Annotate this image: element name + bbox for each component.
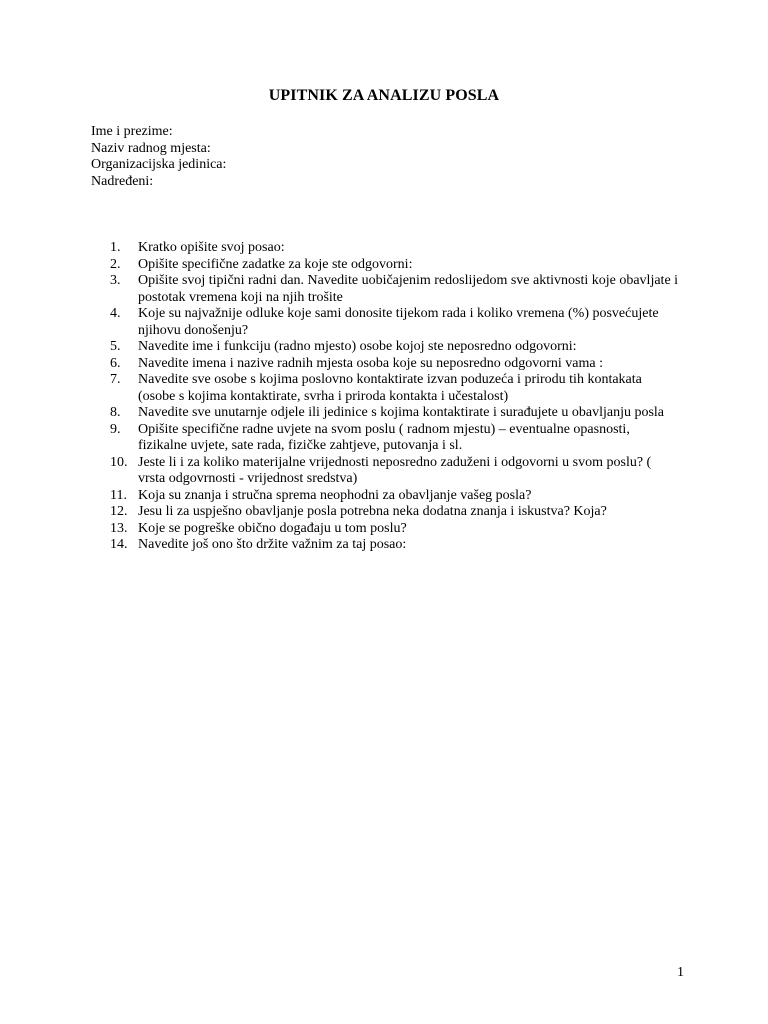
question-number: 5. bbox=[110, 339, 121, 354]
page-number: 1 bbox=[677, 965, 684, 980]
question-number: 8. bbox=[110, 405, 121, 420]
question-text: Navedite sve osobe s kojima poslovno kontaktirate izvan poduzeća i prirodu tih kontakata (osobe s kojima kontaktirate, svrha i priroda kontakta i učestalost) bbox=[138, 372, 642, 404]
question-text: Opišite specifične radne uvjete na svom poslu ( radnom mjestu) – eventualne opasnosti, fizikalne uvjete, sate rada, fizičke zahtjeve, putovanja i sl. bbox=[138, 421, 630, 453]
question-item bbox=[110, 257, 680, 274]
question-item bbox=[110, 240, 680, 257]
question-number: 13. bbox=[110, 520, 128, 536]
field-full-name: Ime i prezime: bbox=[91, 124, 173, 139]
header-fields bbox=[91, 124, 226, 190]
question-item bbox=[110, 372, 680, 405]
question-number: 11. bbox=[110, 487, 127, 503]
question-number: 7. bbox=[110, 372, 121, 387]
question-text: Jesu li za uspješno obavljanje posla potrebna neka dodatna znanja i iskustva? Koja? bbox=[138, 504, 607, 519]
question-number: 3. bbox=[110, 273, 121, 288]
question-item bbox=[110, 339, 680, 356]
question-item bbox=[110, 537, 680, 554]
question-number: 1. bbox=[110, 240, 121, 255]
question-text: Kratko opišite svoj posao: bbox=[138, 240, 285, 255]
question-item bbox=[110, 504, 680, 521]
question-number: 6. bbox=[110, 355, 121, 371]
question-item bbox=[110, 273, 680, 306]
document-title: UPITNIK ZA ANALIZU POSLA bbox=[268, 87, 500, 104]
question-text: Koje se pogreške obično događaju u tom poslu? bbox=[138, 520, 407, 536]
question-text: Navedite sve unutarnje odjele ili jedinice s kojima kontaktirate i surađujete u obavljanju posla bbox=[138, 405, 665, 420]
question-text: Jeste li i za koliko materijalne vrijednosti neposredno zaduženi i odgovorni u svom poslu? ( vrsta odgovrnosti - vrijednost sredstva) bbox=[138, 454, 652, 486]
field-supervisor: Nadređeni: bbox=[91, 173, 154, 189]
question-number: 2. bbox=[110, 256, 121, 272]
question-text: Navedite ime i funkciju (radno mjesto) osobe kojoj ste neposredno odgovorni: bbox=[138, 339, 577, 354]
question-list bbox=[110, 240, 680, 554]
question-text: Koje su najvažnije odluke koje sami donosite tijekom rada i koliko vremena (%) posvećujete njihovu donošenju? bbox=[138, 306, 659, 338]
question-number: 12. bbox=[110, 504, 128, 519]
question-item bbox=[110, 422, 680, 455]
question-number: 14. bbox=[110, 537, 128, 552]
question-item bbox=[110, 455, 680, 488]
question-text: Navedite još ono što držite važnim za taj posao: bbox=[138, 537, 407, 552]
question-text: Koja su znanja i stručna sprema neophodni za obavljanje vašeg posla? bbox=[138, 487, 532, 503]
question-number: 10. bbox=[110, 454, 128, 470]
question-item bbox=[110, 405, 680, 422]
question-text: Opišite specifične zadatke za koje ste odgovorni: bbox=[138, 256, 413, 272]
question-item bbox=[110, 521, 680, 538]
question-text: Navedite imena i nazive radnih mjesta osoba koje su neposredno odgovorni vama : bbox=[138, 355, 603, 371]
question-text: Opišite svoj tipični radni dan. Navedite uobičajenim redoslijedom sve aktivnosti koje obavljate i postotak vremena koji na njih trošite bbox=[138, 273, 679, 305]
question-item bbox=[110, 306, 680, 339]
field-org-unit: Organizacijska jedinica: bbox=[91, 157, 227, 172]
question-number: 4. bbox=[110, 306, 121, 321]
question-item bbox=[110, 488, 680, 505]
question-number: 9. bbox=[110, 421, 121, 437]
question-item bbox=[110, 356, 680, 373]
field-job-title: Naziv radnog mjesta: bbox=[91, 140, 211, 156]
